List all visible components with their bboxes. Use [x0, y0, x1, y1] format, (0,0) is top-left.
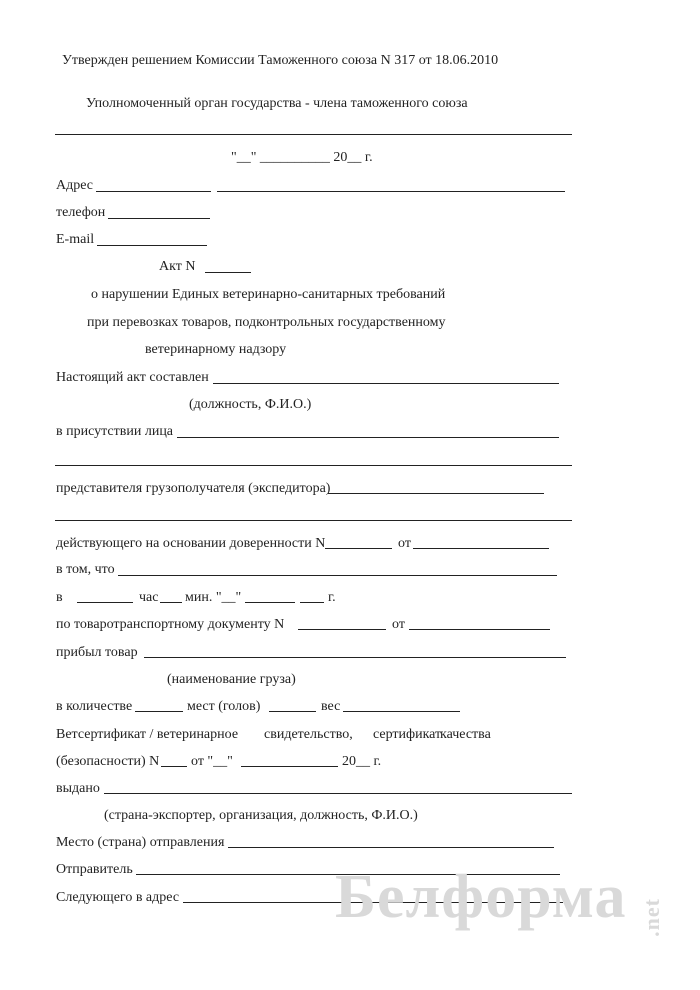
approval-note: Утвержден решением Комиссии Таможенного союза N 317 от 18.06.2010 [62, 53, 499, 68]
transport-doc-label: по товаротранспортному документу N [56, 617, 285, 632]
in-label: в [56, 590, 63, 605]
hour-label: час [139, 590, 159, 605]
address-label: Адрес [56, 178, 94, 193]
composed-label: Настоящий акт составлен [56, 370, 209, 385]
watermark-brand: Белформа [335, 863, 627, 931]
act-number-field[interactable] [205, 272, 251, 273]
composed-field[interactable] [213, 383, 559, 384]
departure-label: Место (страна) отправления [56, 835, 225, 850]
places-field[interactable] [269, 711, 316, 712]
watermark-logo [335, 862, 665, 952]
position-hint: (должность, Ф.И.О.) [189, 397, 312, 412]
safety-number-label: (безопасности) N [56, 754, 160, 769]
phone-field[interactable] [108, 218, 210, 219]
act-number-label: Акт N [159, 259, 196, 274]
vet-cert-word-3: сертификат [373, 727, 442, 742]
arrived-label: прибыл товар [56, 645, 138, 660]
next-address-label: Следующего в адрес [56, 890, 180, 905]
authority-heading: Уполномоченный орган государства - члена таможенного союза [86, 96, 468, 111]
address-field-1[interactable] [96, 191, 211, 192]
watermark-suffix: .net [639, 898, 664, 937]
year-label: г. [328, 590, 336, 605]
issued-field[interactable] [104, 793, 572, 794]
phone-label: телефон [56, 205, 106, 220]
cargo-field[interactable] [144, 657, 566, 658]
in-field[interactable] [77, 602, 133, 603]
safety-number-field[interactable] [161, 766, 187, 767]
vet-cert-word-4: качества [440, 727, 491, 742]
safety-year-label: 20__ г. [342, 754, 382, 769]
address-field-2[interactable] [217, 191, 565, 192]
vet-cert-word-2: свидетельство, [264, 727, 353, 742]
in-that-label: в том, что [56, 562, 115, 577]
date-line: "__" __________ 20__ г. [231, 150, 373, 165]
transport-doc-field[interactable] [298, 629, 386, 630]
quantity-label: в количестве [56, 699, 133, 714]
issuer-hint: (страна-экспортер, организация, должность, Ф.И.О.) [104, 808, 418, 823]
email-field[interactable] [97, 245, 207, 246]
proxy-from-label: от [398, 536, 411, 551]
transport-date-field[interactable] [409, 629, 550, 630]
hour-field[interactable] [160, 602, 182, 603]
act-title-line-3: ветеринарному надзору [145, 342, 287, 357]
presence-field[interactable] [177, 437, 559, 438]
proxy-number-field[interactable] [325, 548, 392, 549]
minute-day-label: мин. "__" [185, 590, 242, 605]
proxy-label: действующего на основании доверенности N [56, 536, 326, 551]
month-field[interactable] [245, 602, 295, 603]
presence-field-continued[interactable] [55, 465, 572, 466]
safety-from-label: от "__" [191, 754, 233, 769]
authority-line[interactable] [55, 134, 572, 135]
vet-cert-word-1: Ветсертификат / ветеринарное [56, 727, 239, 742]
issued-label: выдано [56, 781, 100, 796]
in-that-field[interactable] [118, 575, 557, 576]
act-title-line-2: при перевозках товаров, подконтрольных государственному [87, 315, 446, 330]
proxy-date-field[interactable] [413, 548, 549, 549]
cargo-hint: (наименование груза) [167, 672, 296, 687]
act-title-line-1: о нарушении Единых ветеринарно-санитарных требований [91, 287, 446, 302]
places-label: мест (голов) [187, 699, 261, 714]
consignee-rep-label: представителя грузополучателя (экспедитора) [56, 481, 331, 496]
email-label: E-mail [56, 232, 95, 247]
consignee-rep-field[interactable] [328, 493, 544, 494]
weight-field[interactable] [343, 711, 460, 712]
departure-field[interactable] [228, 847, 554, 848]
quantity-field[interactable] [135, 711, 183, 712]
safety-date-field[interactable] [241, 766, 338, 767]
sender-label: Отправитель [56, 862, 133, 877]
presence-label: в присутствии лица [56, 424, 174, 439]
year-field[interactable] [300, 602, 324, 603]
consignee-rep-field-continued[interactable] [55, 520, 572, 521]
transport-from-label: от [392, 617, 405, 632]
weight-label: вес [321, 699, 341, 714]
